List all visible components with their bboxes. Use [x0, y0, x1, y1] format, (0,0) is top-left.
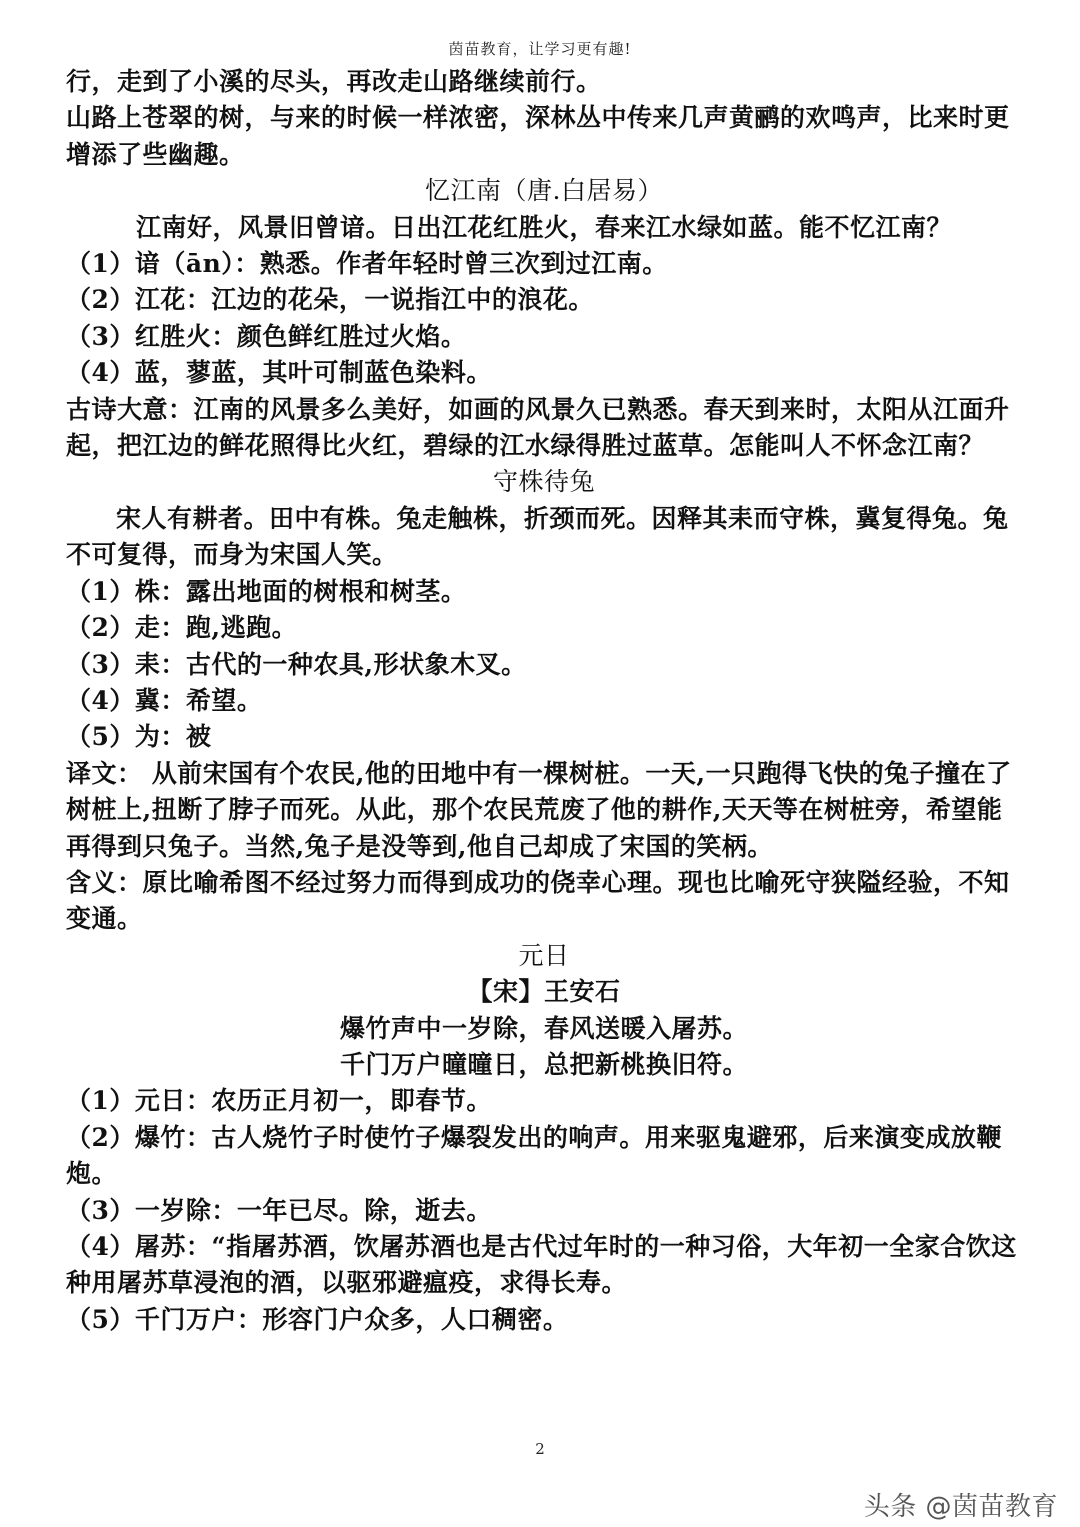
note-item: （4）蓝，蓼蓝，其叶可制蓝色染料。	[66, 358, 492, 388]
note-item: （4）屠苏：“指屠苏酒，饮屠苏酒也是古代过年时的一种习俗，大年初一全家合饮这种用屠苏草浸泡的酒，以驱邪避瘟疫，求得长寿。	[66, 1232, 1017, 1298]
poem-title: 元日	[518, 940, 570, 970]
story-translation: 译文： 从前宋国有个农民,他的田地中有一棵树桩。一天,一只跑得飞快的兔子撞在了树桩上,扭断了脖子而死。从此，那个农民荒废了他的耕作,天天等在树桩旁，希望能再得到只兔子。当然,兔子是没等到,他自己却成了宋国的笑柄。	[66, 758, 1012, 861]
note-item: （5）为：被	[66, 722, 212, 752]
poem-meaning: 古诗大意：江南的风景多么美好，如画的风景久已熟悉。春天到来时，太阳从江面升起，把江边的鲜花照得比火红，碧绿的江水绿得胜过蓝草。怎能叫人不怀念江南？	[66, 394, 1010, 461]
note-item: （2）江花：江边的花朵，一说指江中的浪花。	[66, 285, 594, 315]
note-item: （3）一岁除：一年已尽。除，逝去。	[66, 1195, 492, 1225]
story-text: 宋人有耕者。田中有株。兔走触株，折颈而死。因释其耒而守株，冀复得兔。兔不可复得，而身为宋国人笑。	[66, 503, 1009, 570]
page-header: 茵苗教育，让学习更有趣!	[448, 40, 632, 58]
note-item: （1）株：露出地面的树根和树茎。	[66, 576, 467, 606]
watermark: 头条 @茵苗教育	[863, 1492, 1058, 1522]
paragraph: 行，走到了小溪的尽头，再改走山路继续前行。	[66, 67, 602, 96]
paragraph: 山路上苍翠的树，与来的时候一样浓密，深林丛中传来几声黄鹂的欢鸣声，比来时更增添了些幽趣。	[66, 103, 1010, 169]
note-item: （1）元日：农历正月初一，即春节。	[66, 1086, 492, 1116]
poem-line: 千门万户曈曈日，总把新桃换旧符。	[339, 1049, 748, 1079]
poem-text: 江南好，风景旧曾谙。日出江花红胜火，春来江水绿如蓝。能不忆江南？	[135, 212, 952, 242]
poem-author: 【宋】王安石	[467, 977, 621, 1007]
story-title: 守株待兔	[492, 467, 595, 497]
note-item: （3）耒：古代的一种农具,形状象木叉。	[66, 649, 527, 679]
note-item: （1）谙（ān）：熟悉。作者年轻时曾三次到过江南。	[66, 249, 668, 279]
note-item: （2）走：跑,逃跑。	[66, 613, 298, 643]
page-number: 2	[535, 1440, 545, 1458]
story-implication: 含义：原比喻希图不经过努力而得到成功的侥幸心理。现也比喻死守狭隘经验，不知变通。	[66, 867, 1010, 934]
poem-title: 忆江南（唐.白居易）	[425, 176, 663, 206]
note-item: （3）红胜火：颜色鲜红胜过火焰。	[66, 321, 467, 351]
note-item: （2）爆竹：古人烧竹子时使竹子爆裂发出的响声。用来驱鬼避邪，后来演变成放鞭炮。	[66, 1122, 1002, 1189]
poem-line: 爆竹声中一岁除，春风送暖入屠苏。	[339, 1013, 748, 1043]
document-body	[66, 64, 1022, 1338]
note-item: （4）冀：希望。	[66, 685, 263, 715]
note-item: （5）千门万户：形容门户众多，人口稠密。	[66, 1304, 569, 1334]
